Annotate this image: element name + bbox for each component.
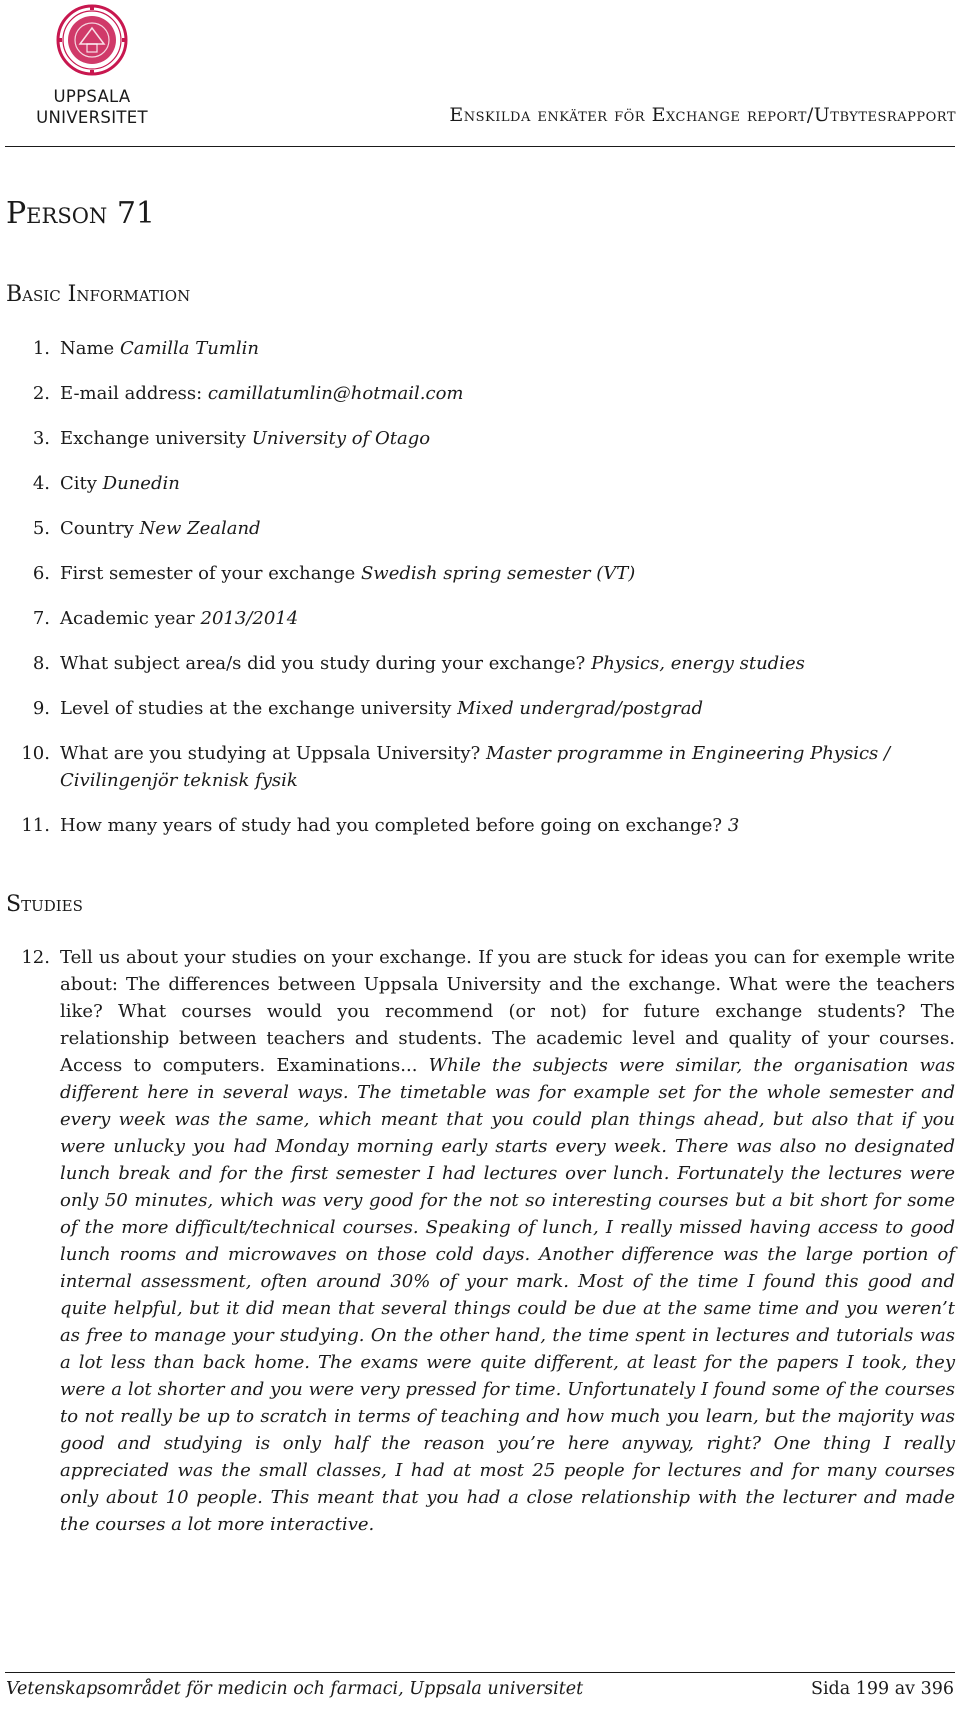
answer-text: University of Otago [251, 428, 431, 449]
answer-text: While the subjects were similar, the organisation was different here in several ways. The timetable was for example set for the whole semester and every week was the same, which meant that you could plan things ahead, but also that if you were unlucky you had Monday morning early starts every week. There was also no designated lunch break and for the first semester I had lectures over lunch. Fortunately the lectures were only 50 minutes, which was very good for the not so interesting courses but a bit short for some of the more difficult/technical courses. Speaking of lunch, I really missed having access to good lunch rooms and microwaves on those cold days. Another difference was the large portion of internal assessment, often around 30% of your mark. Most of the time I found this good and quite helpful, but it did mean that several things could be due at the same time and you weren’t as free to manage your studying. On the other hand, the time spent in lectures and tutorials was a lot less than back home. The exams were quite different, at least for the papers I took, they were a lot shorter and you were very pressed for time. Unfortunately I found some of the courses to not really be up to scratch in terms of teaching and how much you learn, but the majority was good and studying is only half the reason you’re here anyway, right? One thing I really appreciated was the small classes, I had at most 25 people for lectures and for many courses only about 10 people. This meant that you had a close relationship with the lecturer and made the courses a lot more interactive. [60, 1055, 955, 1535]
university-logo [22, 4, 162, 128]
question-text: Academic year [60, 608, 195, 629]
question-item: 8. What subject area/s did you study during your exchange? Physics, energy studies [32, 653, 805, 674]
answer-text: Master programme in Engineering Physics / Civilingenjör teknisk fysik [60, 743, 891, 791]
question-item: 3. Exchange university University of Otago [32, 428, 431, 449]
answer-text: Swedish spring semester (VT) [360, 563, 636, 584]
question-item: 1. Name Camilla Tumlin [32, 338, 260, 359]
question-item: 5. Country New Zealand [32, 518, 261, 539]
question-text: What subject area/s did you study during your exchange? [60, 653, 586, 674]
logo-line-1: UPPSALA [53, 87, 131, 106]
university-seal-icon [56, 4, 128, 76]
header-title: Enskilda enkäter för Exchange report/Utbytesrapport [449, 104, 956, 126]
answer-text: Camilla Tumlin [119, 338, 260, 359]
answer-text: camillatumlin@hotmail.com [207, 383, 464, 404]
logo-line-2: UNIVERSITET [36, 108, 148, 127]
question-text: Country [60, 518, 134, 539]
answer-text: Mixed undergrad/postgrad [457, 698, 704, 719]
question-text: How many years of study had you completed before going on exchange? [60, 815, 723, 836]
question-text: Name [60, 338, 115, 359]
question-item: 9. Level of studies at the exchange university Mixed undergrad/postgrad [32, 698, 704, 719]
question-item: 2. E-mail address: camillatumlin@hotmail.com [32, 383, 464, 404]
question-text: What are you studying at Uppsala University? [60, 743, 481, 764]
footer-institution: Vetenskapsområdet för medicin och farmaci, Uppsala universitet [6, 1679, 584, 1699]
question-text: First semester of your exchange [60, 563, 356, 584]
answer-text: Physics, energy studies [591, 653, 805, 674]
question-item: 6. First semester of your exchange Swedish spring semester (VT) [32, 563, 636, 584]
basic-information-list [0, 335, 955, 857]
person-title: Person 71 [6, 196, 156, 231]
question-item: 11. How many years of study had you completed before going on exchange? 3 [21, 815, 740, 836]
question-item: 7. Academic year 2013/2014 [32, 608, 299, 629]
question-text: Exchange university [60, 428, 246, 449]
question-item: 12. Tell us about your studies on your exchange. If you are stuck for ideas you can for exemple write about: The differences between Uppsala University and the exchange. What were the teachers like? What courses would you recommend (or not) for future exchange students? The relationship between teachers and students. The academic level and quality of your courses. Access to computers. Examinations... While the subjects were similar, the organisation was different here in several ways. The timetable was for example set for the whole semester and every week was the same, which meant that you could plan things ahead, but also that if you were unlucky you had Monday morning early starts every week. There was also no designated lunch break and for the first semester I had lectures over lunch. Fortunately the lectures were only 50 minutes, which was very good for the not so interesting courses but a bit short for some of the more difficult/technical courses. Speaking of lunch, I really missed having access to good lunch rooms and microwaves on those cold days. Another difference was the large portion of internal assessment, often around 30% of your mark. Most of the time I found this good and quite helpful, but it did mean that several things could be due at the same time and you weren’t as free to manage your studying. On the other hand, the time spent in lectures and tutorials was a lot less than back home. The exams were quite different, at least for the papers I took, they were a lot shorter and you were very pressed for time. Unfortunately I found some of the courses to not really be up to scratch in terms of teaching and how much you learn, but the majority was good and studying is only half the reason you’re here anyway, right? One thing I really appreciated was the small classes, I had at most 25 people for lectures and for many courses only about 10 people. This meant that you had a close relationship with the lecturer and made the courses a lot more interactive. [21, 947, 955, 1535]
footer-divider [5, 1672, 955, 1673]
answer-text: New Zealand [139, 518, 261, 539]
answer-text: 3 [727, 815, 740, 836]
section-basic-information: Basic Information [6, 282, 191, 307]
studies-list [0, 944, 955, 1556]
question-text: City [60, 473, 97, 494]
question-text: E-mail address: [60, 383, 203, 404]
section-studies: Studies [6, 892, 83, 917]
footer-page-number: Sida 199 av 396 [810, 1679, 954, 1699]
question-text: Tell us about your studies on your exchange. If you are stuck for ideas you can for exemple write about: The differences between Uppsala University and the exchange. What were the teachers like? What courses would you recommend (or not) for future exchange students? The relationship between teachers and students. The academic level and quality of your courses. Access to computers. Examinations... [60, 947, 955, 1076]
header-divider [5, 146, 955, 147]
answer-text: Dunedin [102, 473, 180, 494]
question-item: 4. City Dunedin [32, 473, 180, 494]
question-text: Level of studies at the exchange university [60, 698, 452, 719]
answer-text: 2013/2014 [200, 608, 299, 629]
question-item: 10. What are you studying at Uppsala University? Master programme in Engineering Physics / Civilingenjör teknisk fysik [21, 743, 891, 791]
